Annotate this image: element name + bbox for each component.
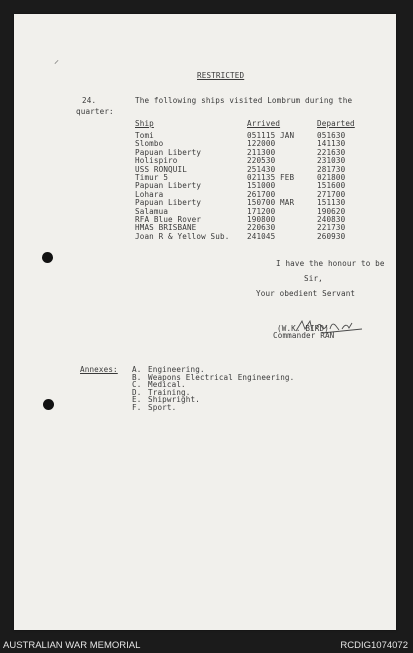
arrived-time: 241045	[247, 231, 276, 241]
arrived-time: 220530	[247, 156, 276, 166]
signatory-title: Commander RAN	[273, 331, 335, 340]
annex-letter: C.	[132, 380, 142, 389]
paragraph-number: 24.	[82, 96, 97, 105]
departed-time: 141130	[317, 139, 346, 149]
departed-time: 190620	[317, 206, 346, 216]
annex-title: Medical.	[148, 380, 186, 389]
departed-time: 271700	[317, 189, 346, 199]
ship-name: Lohara	[135, 189, 164, 199]
ship-name: Slombo	[135, 139, 164, 149]
paragraph-continuation: quarter:	[76, 107, 114, 116]
column-header-departed: Departed	[317, 119, 355, 128]
departed-time: 221630	[317, 147, 346, 157]
ship-name: Timur 5	[135, 173, 169, 182]
ship-name: Papuan Liberty	[135, 181, 202, 191]
footer-reference-id: RCDIG1074072	[340, 640, 408, 651]
annex-title: Training.	[148, 387, 191, 397]
arrived-time: 150700 MAR	[247, 198, 295, 208]
classification-heading: RESTRICTED	[197, 71, 245, 80]
paragraph-text: The following ships visited Lombrum during the	[135, 96, 353, 105]
departed-time: 021800	[317, 173, 346, 182]
departed-time: 240830	[317, 215, 346, 224]
footer-institution: AUSTRALIAN WAR MEMORIAL	[3, 640, 141, 651]
arrived-time: 211300	[247, 147, 276, 157]
annex-letter: F.	[132, 402, 142, 412]
departed-time: 221730	[317, 223, 346, 233]
departed-time: 151600	[317, 181, 346, 191]
annex-title: Weapons Electrical Engineering.	[148, 372, 295, 382]
arrived-time: 251430	[247, 164, 276, 174]
annexes-label: Annexes:	[80, 365, 118, 374]
arrived-time: 051115 JAN	[247, 131, 295, 140]
arrived-time: 171200	[247, 206, 276, 216]
arrived-time: 021135 FEB	[247, 173, 295, 182]
annex-letter: A.	[132, 365, 142, 374]
annex-title: Shipwright.	[148, 395, 200, 404]
footer-bar	[0, 635, 413, 653]
departed-time: 281730	[317, 164, 346, 174]
pencil-tick-mark: ⸝	[54, 55, 59, 66]
ship-name: Papuan Liberty	[135, 147, 202, 157]
column-header-ship: Ship	[135, 119, 154, 128]
document-page	[14, 14, 396, 630]
arrived-time: 220630	[247, 223, 276, 233]
arrived-time: 190800	[247, 215, 276, 224]
annex-letter: E.	[132, 395, 142, 404]
ship-name: Tomi	[135, 131, 154, 140]
arrived-time: 151000	[247, 181, 276, 191]
ship-name: Holispiro	[135, 156, 178, 166]
punch-hole	[43, 399, 54, 410]
arrived-time: 261700	[247, 189, 276, 199]
closing-sign-off: Your obedient Servant	[256, 289, 356, 298]
ship-name: Joan R & Yellow Sub.	[135, 231, 230, 241]
column-header-arrived: Arrived	[247, 119, 281, 128]
annex-letter: D.	[132, 387, 142, 397]
annex-title: Engineering.	[148, 365, 205, 374]
closing-line: I have the honour to be	[276, 259, 385, 268]
punch-hole	[42, 252, 53, 263]
closing-salutation: Sir,	[304, 274, 323, 283]
ship-name: Salamua	[135, 206, 169, 216]
departed-time: 231030	[317, 156, 346, 166]
annex-title: Sport.	[148, 402, 177, 412]
ship-name: Papuan Liberty	[135, 198, 202, 208]
signatory-name: (W.K. BIRD)	[277, 324, 329, 333]
departed-time: 260930	[317, 231, 346, 241]
ship-name: USS RONQUIL	[135, 164, 187, 174]
arrived-time: 122000	[247, 139, 276, 149]
annex-letter: B.	[132, 372, 142, 382]
ship-name: HMAS BRISBANE	[135, 223, 197, 233]
ship-name: RFA Blue Rover	[135, 215, 202, 224]
departed-time: 051630	[317, 131, 346, 140]
departed-time: 151130	[317, 198, 346, 208]
